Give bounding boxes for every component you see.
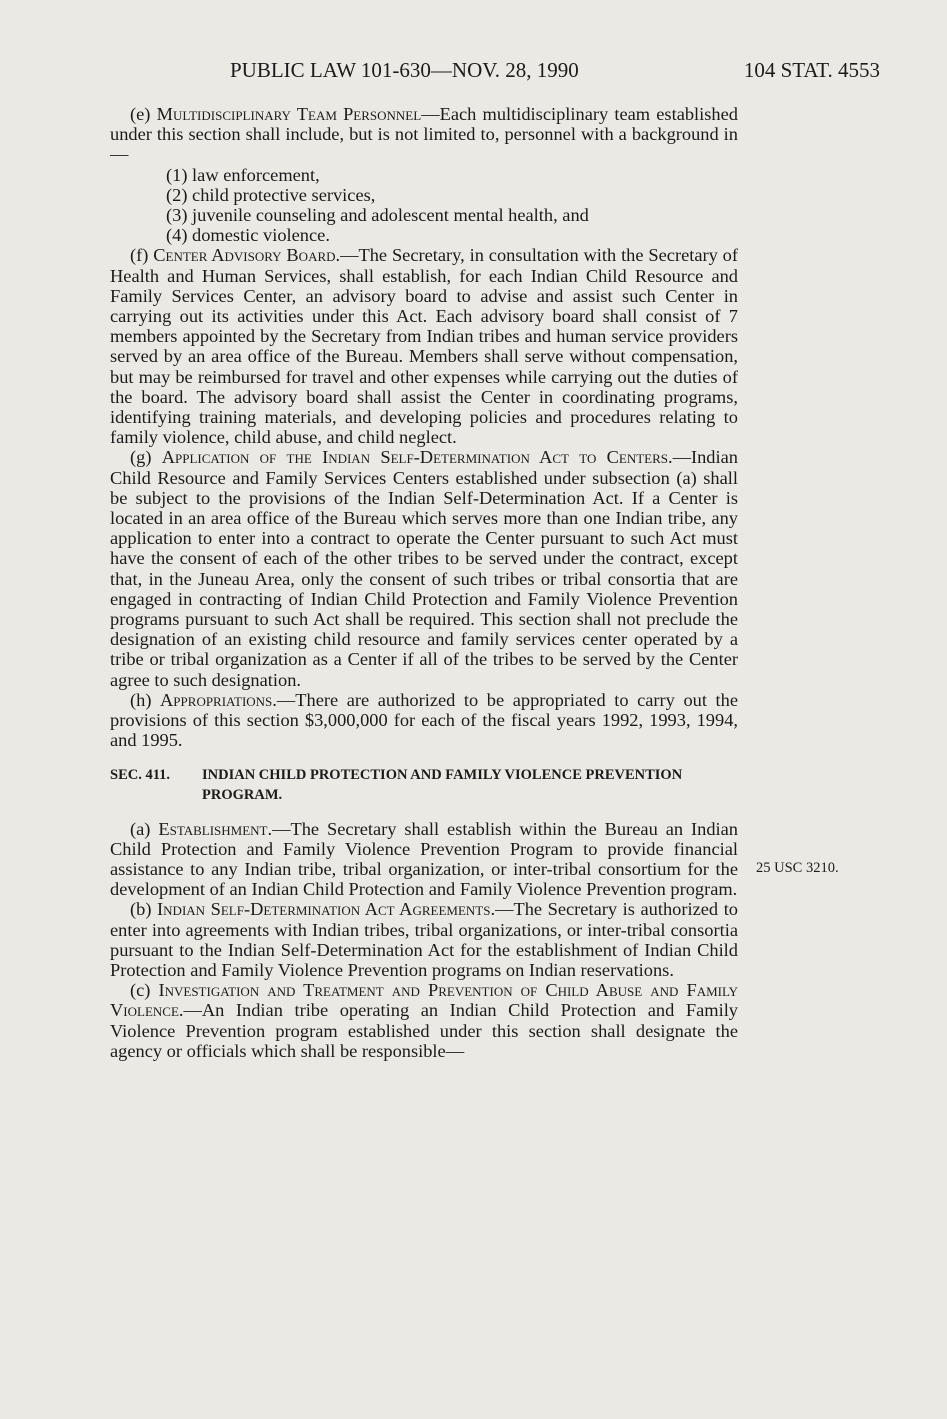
- subsection-b-heading: Indian Self-Determination Act Agreements: [157, 899, 491, 920]
- subsection-f: (f) Center Advisory Board.—The Secretary, in consultation with the Secretary of Health and Human Services, shall establish, for each Indian Child Resource and Family Services Center, an advisory board to advise and assist such Center in carrying out its activities under this Act. Each advisory board shall consist of 7 members appointed by the Secretary from Indian tribes and human service providers served by an area office of the Bureau. Members shall serve without compensation, but may be reimbursed for travel and other expenses while carrying out the duties of the board. The advisory board shall assist the Center in coordinating programs, identifying training materials, and developing policies and procedures relating to family violence, child abuse, and child neglect.: [110, 245, 738, 448]
- subsection-h: (h) Appropriations.—There are authorized to be appropriated to carry out the provisions of this section $3,000,000 for each of the fiscal years 1992, 1993, 1994, and 1995.: [110, 689, 738, 751]
- subsection-c-heading: Investigation and Treatment and Prevention of Child Abuse and Family Violence: [110, 980, 738, 1021]
- section-title: INDIAN CHILD PROTECTION AND FAMILY VIOLENCE PREVENTION PROGRAM.: [202, 766, 683, 803]
- subsection-a: (a) Establishment.—The Secretary shall establish within the Bureau an Indian Child Protection and Family Violence Prevention Program to provide financial assistance to any Indian tribe, tribal organization, or inter-tribal consortium for the development of an Indian Child Protection and Family Violence Prevention program.: [110, 818, 738, 900]
- subsection-e-heading: Multidisciplinary Team Personnel: [156, 104, 422, 124]
- section-number: SEC. 411.: [110, 766, 171, 783]
- list-item: (1) law enforcement,: [166, 164, 320, 185]
- subsection-h-heading: Appropriations: [160, 689, 273, 710]
- list-item: (4) domestic violence.: [166, 225, 330, 246]
- subsection-c: (c) Investigation and Treatment and Prevention of Child Abuse and Family Violence.—An Indian tribe operating an Indian Child Protection and Family Violence Prevention program established under this section shall designate the agency or officials which shall be responsible—: [110, 980, 738, 1061]
- subsection-f-heading: Center Advisory Board: [153, 245, 336, 266]
- header-stat-page: 104 STAT. 4553: [743, 58, 880, 82]
- page-header: [110, 58, 880, 88]
- subsection-g: (g) Application of the Indian Self-Determination Act to Centers.—Indian Child Resource and Family Services Centers established under subsection (a) shall be subject to the provisions of the Indian Self-Determination Act. If a Center is located in an area office of the Bureau which serves more than one Indian tribe, any application to enter into a contract to operate the Center pursuant to such Act must have the consent of each of the other tribes to be served under the contract, except that, in the Juneau Area, only the consent of such tribes or tribal consortia that are engaged in contracting of Indian Child Protection and Family Violence Prevention programs pursuant to such Act shall be required. This section shall not preclude the designation of an existing child resource and family services center operated by a tribe or tribal organization as a Center if all of the tribes to be served by the Center agree to such designation.: [110, 447, 738, 690]
- section-heading: [110, 765, 738, 805]
- list-item: (3) juvenile counseling and adolescent mental health, and: [166, 205, 589, 226]
- margin-citation: 25 USC 3210.: [756, 860, 839, 876]
- subsection-g-heading: Application of the Indian Self-Determination Act to Centers: [161, 447, 668, 468]
- subsection-a-heading: Establishment: [158, 818, 268, 839]
- list-item: (2) child protective services,: [166, 184, 376, 205]
- subsection-b: (b) Indian Self-Determination Act Agreements.—The Secretary is authorized to enter into agreements with Indian tribes, tribal organizations, or inter-tribal consortia pursuant to the Indian Self-Determination Act for the establishment of Indian Child Protection and Family Violence Prevention programs on Indian reservations.: [110, 899, 739, 980]
- header-citation: PUBLIC LAW 101-630—NOV. 28, 1990: [230, 58, 579, 82]
- document-body: [110, 104, 738, 1061]
- subsection-e: (e) Multidisciplinary Team Personnel—Each multidisciplinary team established under this section shall include, but is not limited to, personnel with a background in—: [110, 104, 738, 165]
